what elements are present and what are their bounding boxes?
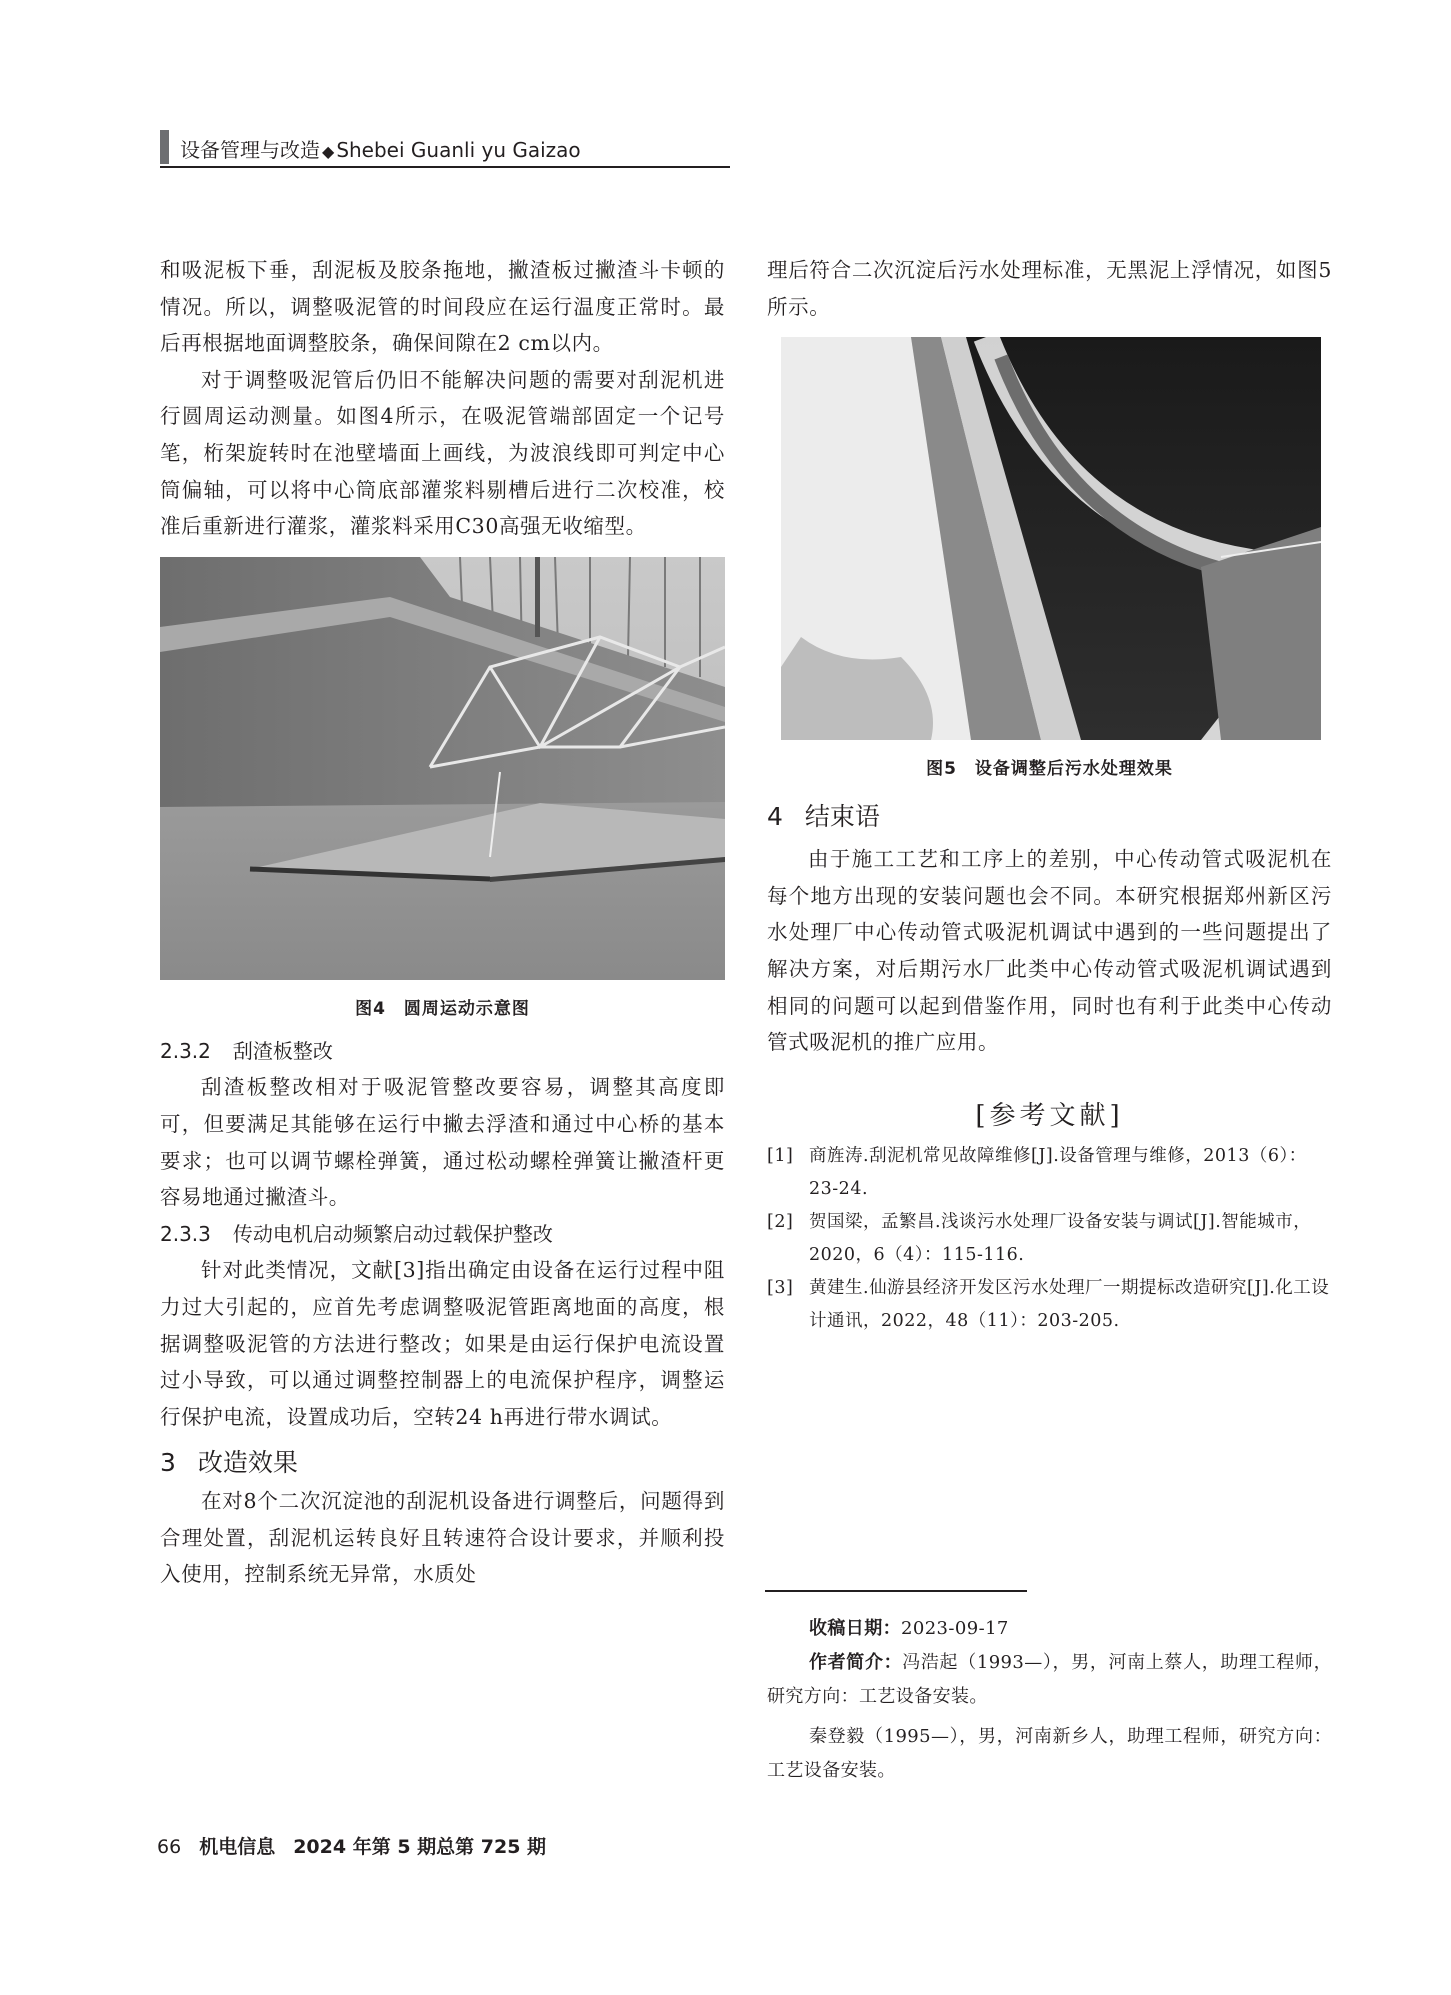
received-date [767,1612,1332,1646]
left-column [160,252,725,1593]
header-text [180,134,581,163]
paragraph: 理后符合二次沉淀后污水处理标准，无黑泥上浮情况，如图5所示。 [767,258,1332,319]
reference-item [767,1272,1332,1338]
reference-text: 黄建生.仙游县经济开发区污水处理厂一期提标改造研究[J].化工设计通讯，2022，48（11）：203-205. [809,1277,1330,1331]
reference-list [767,1140,1332,1338]
paragraph: 和吸泥板下垂，刮泥板及胶条拖地，撇渣板过撇渣斗卡顿的情况。所以，调整吸泥管的时间段应在运行温度正常时。最后再根据地面调整胶条，确保间隙在2 cm以内。 [160,258,725,356]
figure-4-caption: 图4 圆周运动示意图 [355,998,530,1019]
paragraph: 对于调整吸泥管后仍旧不能解决问题的需要对刮泥机进行圆周运动测量。如图4所示，在吸泥管端部固定一个记号笔，桁架旋转时在池壁墙面上画线，为波浪线即可判定中心筒偏轴，可以将中心筒底部灌浆料剔槽后进行二次校准，校准后重新进行灌浆，灌浆料采用C30高强无收缩型。 [160,367,725,539]
figure-4 [160,557,725,1019]
received-value: 2023-09-17 [901,1617,1009,1639]
reference-item [767,1206,1332,1272]
paragraph: 针对此类情况，文献[3]指出确定由设备在运行过程中阻力过大引起的，应首先考虑调整吸泥管距离地面的高度，根据调整吸泥管的方法进行整改；如果是由运行保护电流设置过小导致，可以通过调整控制器上的电流保护程序，调整运行保护电流，设置成功后，空转24 h再进行带水调试。 [160,1258,725,1429]
header-marker-bar [160,130,169,164]
section-title: 结束语 [804,802,880,832]
figure-4-photo [160,557,725,980]
reference-number: [2] [767,1211,794,1232]
journal-name: 机电信息 [199,1836,276,1858]
section-title: 改造效果 [197,1448,298,1478]
figure-5-photo [781,337,1321,740]
diamond-icon: ◆ [322,142,335,161]
subsection-title: 传动电机启动频繁启动过载保护整改 [232,1221,553,1246]
paragraph: 在对8个二次沉淀池的刮泥机设备进行调整后，问题得到合理处置，刮泥机运转良好且转速符合设计要求，并顺利投入使用，控制系统无异常，水质处 [160,1489,725,1587]
subsection-heading-232 [160,1033,725,1070]
figure-5 [767,337,1332,779]
author-label: 作者简介： [809,1651,903,1673]
subsection-number: 2.3.3 [160,1221,211,1246]
issue-info: 2024 年第 5 期总第 725 期 [293,1836,547,1858]
reference-text: 商旌涛.刮泥机常见故障维修[J].设备管理与维修，2013（6）：23-24. [809,1145,1307,1199]
header-title-pinyin: Shebei Guanli yu Gaizao [336,138,581,162]
header-rule [160,166,730,168]
subsection-title: 刮渣板整改 [232,1038,333,1063]
figure-5-caption: 图5 设备调整后污水处理效果 [926,759,1173,780]
paragraph: 刮渣板整改相对于吸泥管整改要容易，调整其高度即可，但要满足其能够在运行中撇去浮渣和通过中心桥的基本要求；也可以调节螺栓弹簧，通过松动螺栓弹簧让撇渣杆更容易地通过撇渣斗。 [160,1075,725,1210]
clarifier-overflow-photo [781,337,1321,740]
section-heading-4 [767,797,1332,837]
section-number: 3 [160,1448,176,1478]
received-label: 收稿日期： [809,1617,901,1639]
page-footer [157,1832,546,1859]
page-number: 66 [157,1836,182,1858]
author-1: 冯浩起（1993—），男，河南上蔡人，助理工程师，研究方向：工艺设备安装。 [767,1651,1333,1707]
header-title-cn: 设备管理与改造 [180,138,320,162]
author-intro [767,1646,1332,1714]
article-meta [767,1590,1332,1788]
references-title: [参考文献] [975,1100,1124,1131]
subsection-number: 2.3.2 [160,1038,211,1063]
reference-number: [1] [767,1145,794,1166]
reference-number: [3] [767,1277,794,1298]
section-number: 4 [767,802,783,832]
footnote-rule [765,1590,1027,1592]
sedimentation-tank-photo [160,557,725,980]
right-column [767,252,1333,1781]
paragraph: 由于施工工艺和工序上的差别，中心传动管式吸泥机在每个地方出现的安装问题也会不同。本研究根据郑州新区污水处理厂中心传动管式吸泥机调试中遇到的一些问题提出了解决方案，对后期污水厂此类中心传动管式吸泥机调试遇到相同的问题可以起到借鉴作用，同时也有利于此类中心传动管式吸泥机的推广应用。 [767,847,1332,1055]
reference-text: 贺国梁，孟繁昌.浅谈污水处理厂设备安装与调试[J].智能城市，2020，6（4）：115-116. [809,1211,1312,1265]
reference-item [767,1140,1332,1206]
section-heading-3 [160,1443,725,1483]
author-2: 秦登毅（1995—），男，河南新乡人，助理工程师，研究方向：工艺设备安装。 [767,1725,1332,1781]
references [767,1095,1332,1338]
subsection-heading-233 [160,1216,725,1253]
